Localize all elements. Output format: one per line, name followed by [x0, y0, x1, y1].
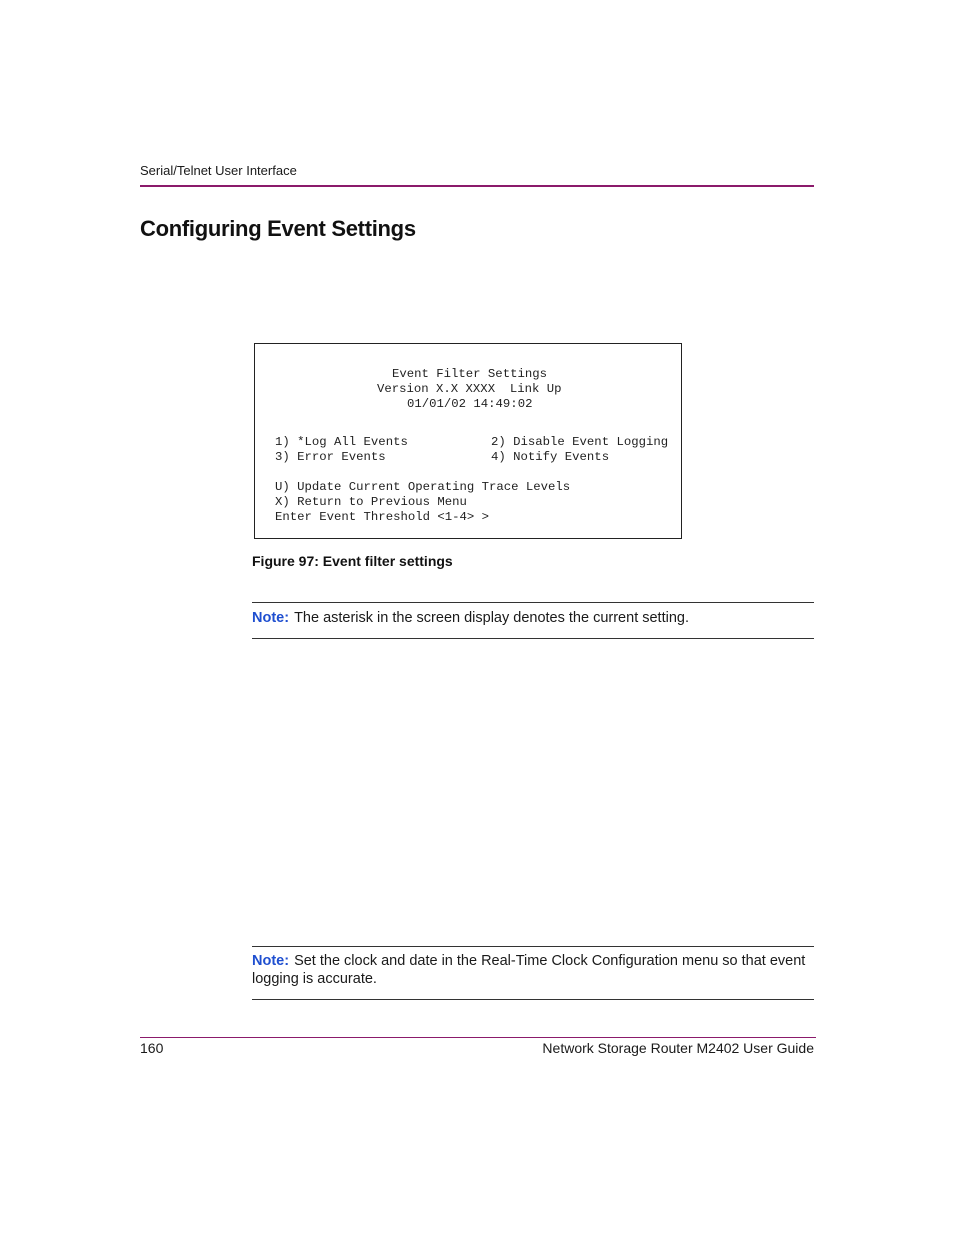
menu-option-4: 4) Notify Events	[491, 450, 610, 464]
note-label: Note:	[252, 953, 290, 969]
terminal-title: Event Filter Settings	[392, 367, 547, 381]
terminal-prompt: Enter Event Threshold <1-4> >	[275, 510, 490, 524]
terminal-version: Version X.X XXXX Link Up	[377, 382, 562, 396]
running-header: Serial/Telnet User Interface	[140, 163, 297, 178]
page-number: 160	[140, 1040, 164, 1056]
note-text: Set the clock and date in the Real-Time Clock Configuration menu so that event logging is accurate.	[252, 953, 806, 987]
menu-option-u: U) Update Current Operating Trace Levels	[275, 480, 571, 494]
menu-option-2: 2) Disable Event Logging	[491, 435, 669, 449]
note-text: The asterisk in the screen display denotes the current setting.	[294, 610, 689, 626]
menu-option-1: 1) *Log All Events	[275, 435, 408, 449]
section-title: Configuring Event Settings	[140, 216, 416, 241]
header-rule	[140, 185, 814, 187]
footer-guide-title: Network Storage Router M2402 User Guide	[542, 1040, 814, 1056]
note-clock	[252, 946, 814, 1000]
figure-caption: Figure 97: Event filter settings	[252, 553, 453, 569]
menu-option-x: X) Return to Previous Menu	[275, 495, 467, 509]
terminal-screen	[254, 343, 682, 539]
note-label: Note:	[252, 610, 290, 626]
footer-rule	[140, 1037, 816, 1038]
terminal-datetime: 01/01/02 14:49:02	[407, 397, 533, 411]
menu-option-3: 3) Error Events	[275, 450, 386, 464]
note-asterisk	[252, 602, 814, 639]
